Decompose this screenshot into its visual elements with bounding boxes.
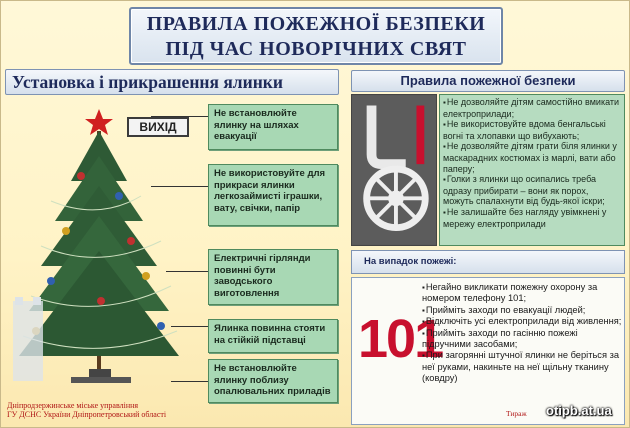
safety-rules-list bbox=[439, 94, 625, 246]
emergency-header: На випадок пожежі: bbox=[351, 250, 625, 274]
emergency-number: 101 bbox=[358, 309, 443, 369]
sparkler-warning-illustration bbox=[351, 94, 437, 246]
tree-note-3: Електричні гірлянди повинні бути заводського виготовлення bbox=[208, 249, 338, 305]
connector-line bbox=[166, 271, 208, 272]
tree-note-5: Не встановлюйте ялинку поблизу опалювальних приладів bbox=[208, 359, 338, 403]
list-item: ▪ Не дозволяйте дітям грати біля ялинки у маскарадних костюмах із марлі, вати або паперу; bbox=[443, 141, 621, 174]
section-header-safety: Правила пожежної безпеки bbox=[351, 70, 625, 92]
exit-sign: ВИХІД bbox=[127, 117, 189, 137]
connector-line bbox=[171, 326, 208, 327]
christmas-tree-illustration bbox=[11, 101, 207, 401]
title-line-2: ПІД ЧАС НОВОРІЧНИХ СВЯТ bbox=[165, 38, 467, 60]
tree-note-1: Не встановлюйте ялинку на шляхах евакуації bbox=[208, 104, 338, 150]
publisher-credit bbox=[7, 401, 187, 419]
list-item: ▪ Не залишайте без нагляду увімкнені у мережу електроприлади bbox=[443, 207, 621, 229]
site-watermark: otipb.at.ua bbox=[546, 403, 612, 418]
publisher-line-1: Дніпродзержинське міське управління bbox=[7, 401, 139, 410]
title-line-1: ПРАВИЛА ПОЖЕЖНОЇ БЕЗПЕКИ bbox=[146, 13, 486, 35]
list-item: ▪ Голки з ялинки що осипались треба одразу прибирати – вони як порох, можуть спалахнути від будь-якої іскри; bbox=[443, 174, 621, 207]
list-item: ▪ Негайно викликати пожежну охорону за номером телефону 101; bbox=[422, 282, 622, 305]
list-item: ▪ Не використовуйте вдома бенгальські вогні та хлопавки що вибухають; bbox=[443, 119, 621, 141]
print-run-label: Тираж bbox=[506, 409, 527, 418]
list-item: ▪ Прийміть заходи по евакуації людей; bbox=[422, 305, 622, 316]
publisher-line-2: ГУ ДСНС України Дніпропетровський області bbox=[7, 410, 167, 419]
poster-title bbox=[129, 7, 503, 65]
tree-note-2: Не використовуйте для прикраси ялинки легкозаймисті іграшки, вату, свічки, папір bbox=[208, 164, 338, 226]
connector-line bbox=[151, 116, 208, 117]
section-header-tree: Установка і прикрашення ялинки bbox=[5, 69, 339, 95]
list-item: ▪ Прийміть заходи по гасінню пожежі підручними засобами; bbox=[422, 328, 622, 351]
list-item: ▪ Не дозволяйте дітям самостійно вмикати електроприлади; bbox=[443, 97, 621, 119]
list-item: ▪ Відключіть усі електроприлади від живлення; bbox=[422, 316, 622, 327]
emergency-steps-list bbox=[422, 282, 622, 385]
safety-rules-panel bbox=[351, 94, 625, 246]
connector-line bbox=[151, 186, 208, 187]
list-item: ▪ При загорянні штучної ялинки не беріться за неї руками, накиньте на неї щільну тканину (ковдру) bbox=[422, 350, 622, 384]
connector-line bbox=[171, 381, 208, 382]
tree-note-4: Ялинка повинна стояти на стійкій підставці bbox=[208, 319, 338, 353]
